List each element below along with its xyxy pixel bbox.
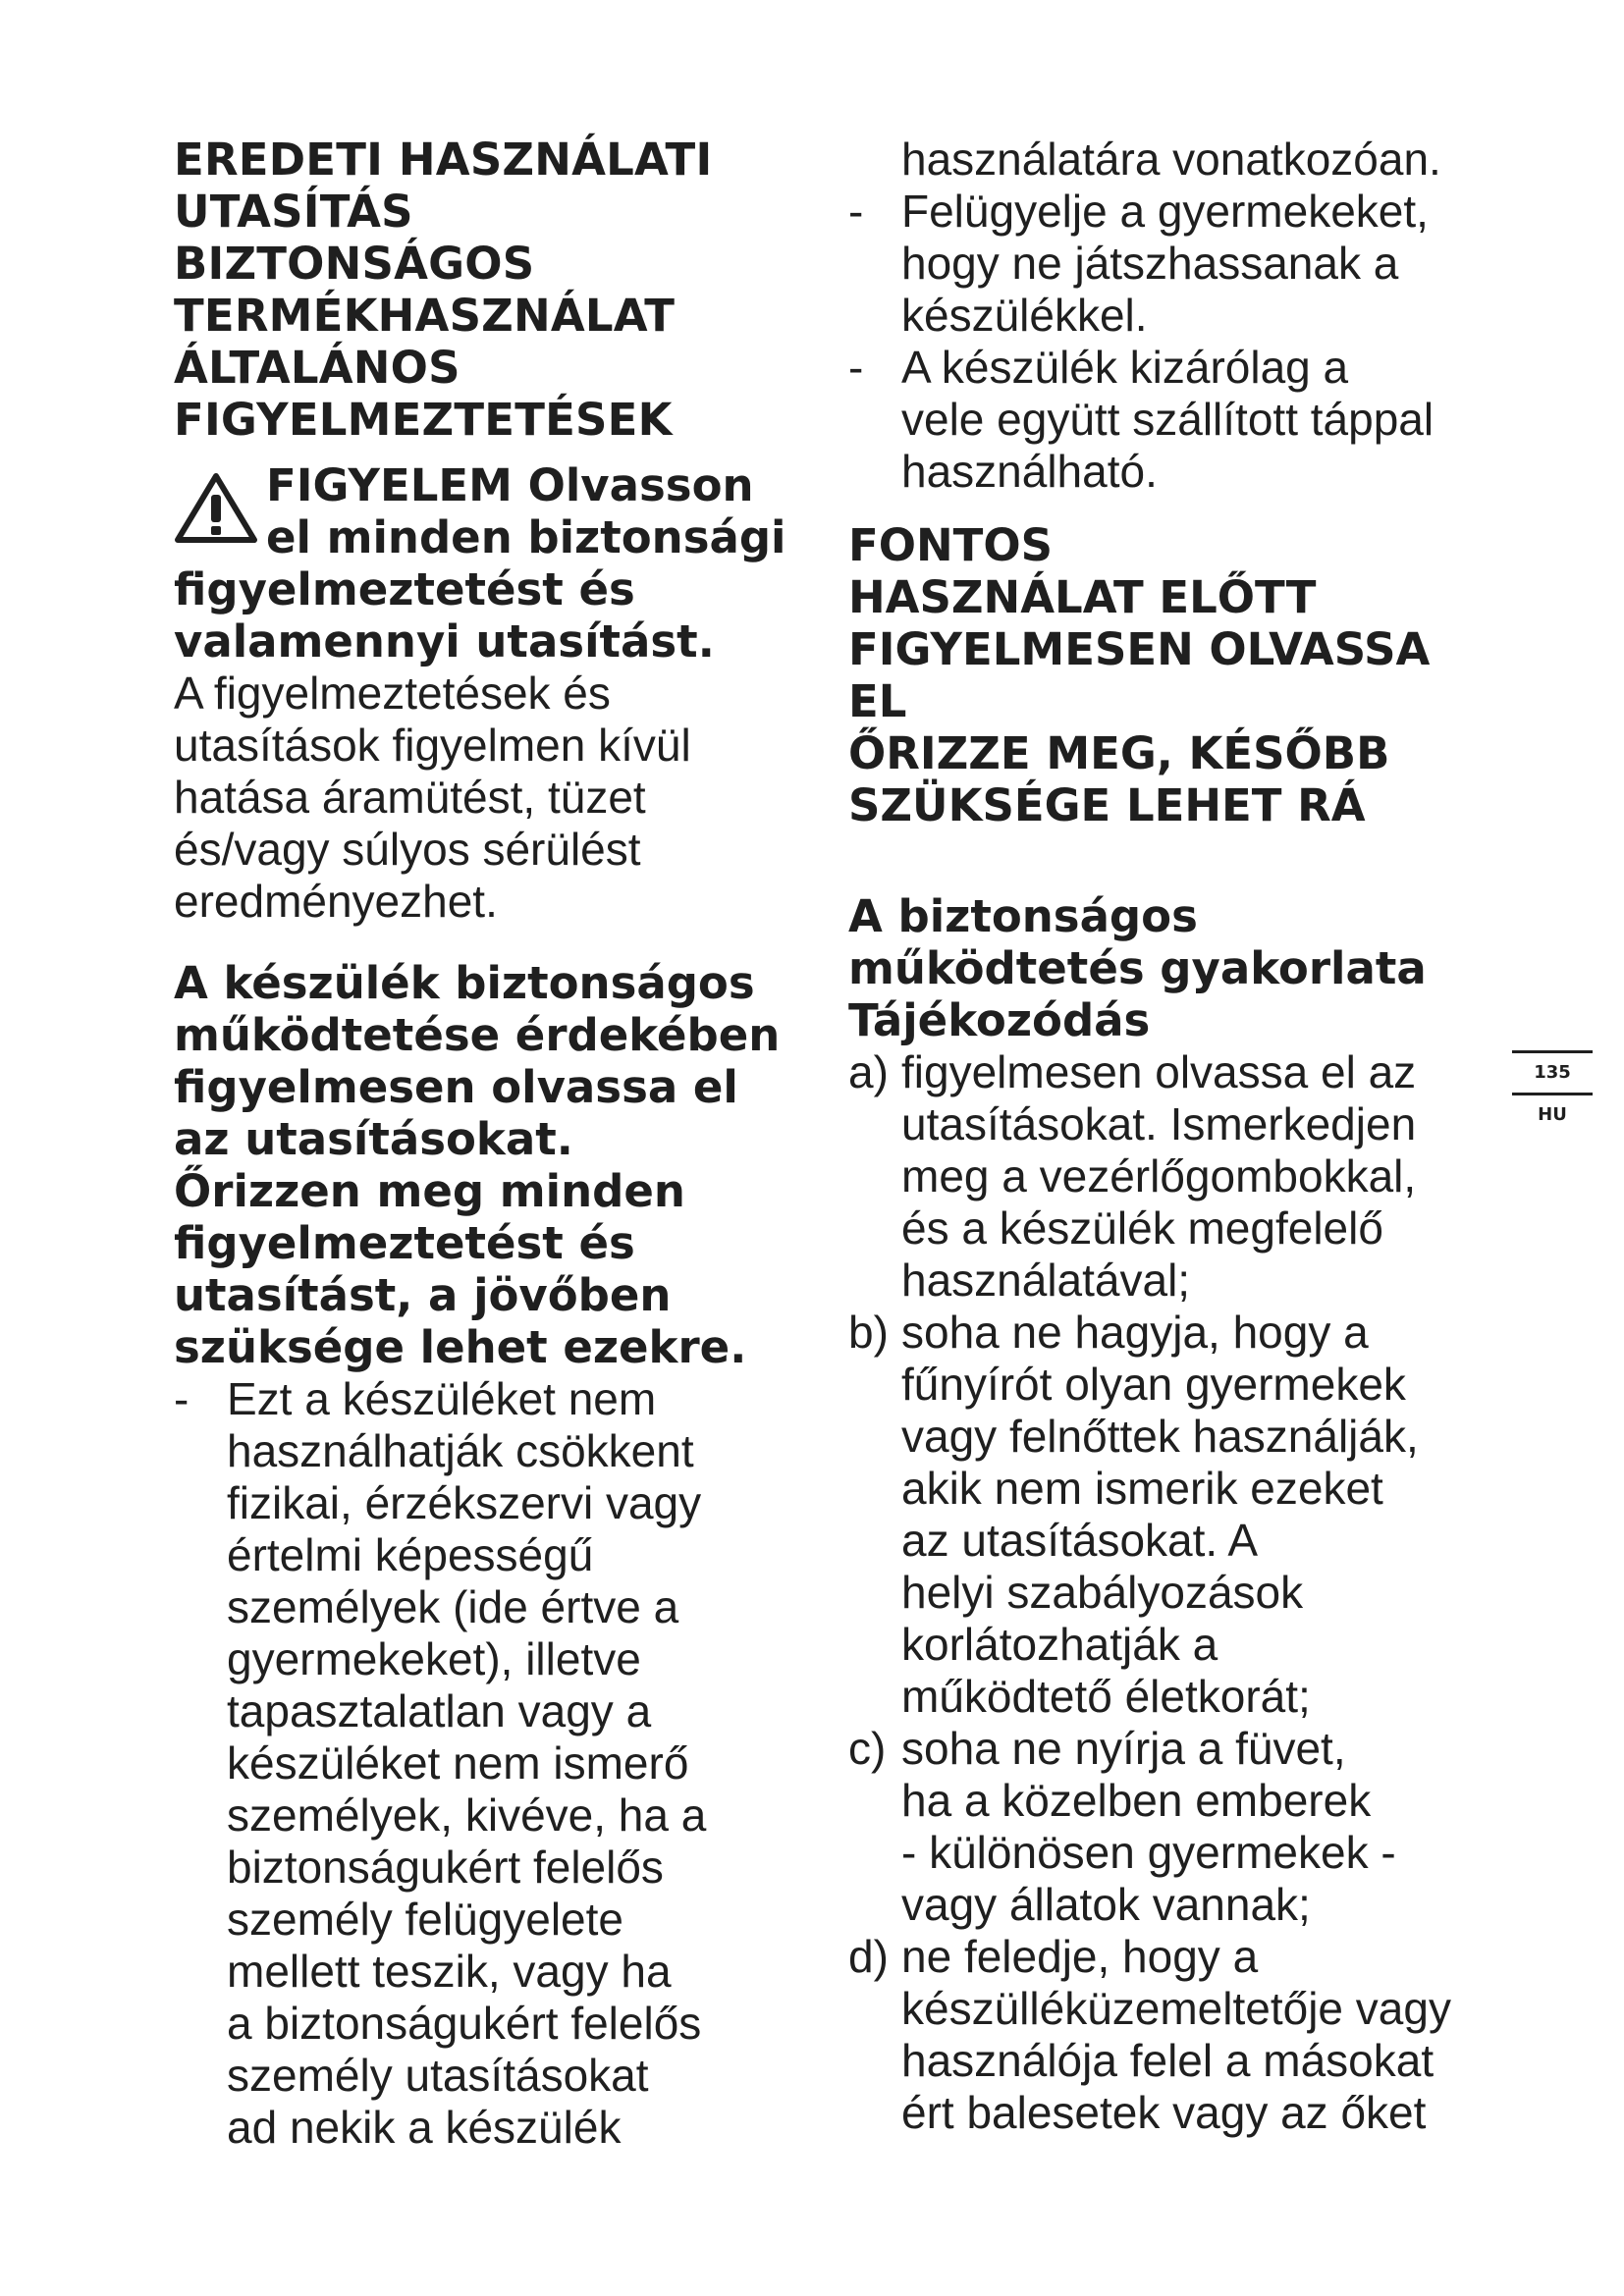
warning-block [174, 459, 802, 563]
list-item: a) figyelmesen olvassa el az utasításokat. Ismerkedjen meg a vezérlőgombokkal, és a készülék megfelelő használatával; [848, 1046, 1417, 1306]
main-heading: EREDETI HASZNÁLATI UTASÍTÁS BIZTONSÁGOS TERMÉKHASZNÁLAT ÁLTALÁNOS FIGYELMEZTETÉSEK [174, 133, 713, 446]
page-marker [1512, 1050, 1593, 1135]
left-column [174, 133, 802, 2154]
language-code: HU [1538, 1104, 1567, 1125]
practice-heading: A biztonságos működtetés gyakorlata Tájékozódás [848, 890, 1427, 1046]
warning-title-cont: figyelmeztetést és valamennyi utasítást. [174, 563, 715, 667]
safety-list-cont [848, 186, 1496, 498]
warning-body: A figyelmeztetések és utasítások figyelmen kívül hatása áramütést, tüzet és/vagy súlyos sérülést eredményezhet. [174, 667, 691, 927]
right-column [848, 133, 1496, 2139]
list-item: - Ezt a készüléket nem használhatják csökkent fizikai, érzékszervi vagy értelmi képességű személyek (ide értve a gyermekeket), illetve tapasztalatlan vagy a készüléket nem ismerő személyek, kivéve, ha a biztonságukért felelős személy felügyelete mellett teszik, vagy ha a biztonságukért felelős személy utasításokat ad nekik a készülék [174, 1373, 707, 2153]
warning-triangle-icon [174, 471, 258, 546]
list-item: b) soha ne hagyja, hogy a fűnyírót olyan gyermekek vagy felnőttek használják, akik nem ismerik ezeket az utasításokat. A helyi szabályozások korlátozhatják a működtető életkorát; [848, 1307, 1419, 1722]
list-item: - A készülék kizárólag a vele együtt szállított táppal használható. [848, 342, 1435, 497]
important-heading: FONTOS HASZNÁLAT ELŐTT FIGYELMESEN OLVASSA EL ŐRIZZE MEG, KÉSŐBB SZÜKSÉGE LEHET RÁ [848, 519, 1431, 831]
safety-heading: A készülék biztonságos működtetése érdekében figyelmesen olvassa el az utasításokat. Őrizzen meg minden figyelmeztetést és utasítást, a jövőben szüksége lehet ezekre. [174, 957, 781, 1373]
list-item: - Felügyelje a gyermekeket, hogy ne játszhassanak a készülékkel. [848, 186, 1429, 341]
practice-list [848, 1046, 1496, 2139]
list-item: d) ne feledje, hogy a készülléküzemeltetője vagy használója felel a másokat ért balesetek vagy az őket [848, 1931, 1451, 2138]
safety-list [174, 1373, 802, 2154]
page-number: 135 [1534, 1062, 1571, 1083]
list-item: c) soha ne nyírja a füvet, ha a közelben emberek - különösen gyermekek - vagy állatok vannak; [848, 1723, 1396, 1930]
continued-text: használatára vonatkozóan. [901, 133, 1441, 185]
warning-title: FIGYELEM Olvasson el minden biztonsági [266, 459, 786, 563]
